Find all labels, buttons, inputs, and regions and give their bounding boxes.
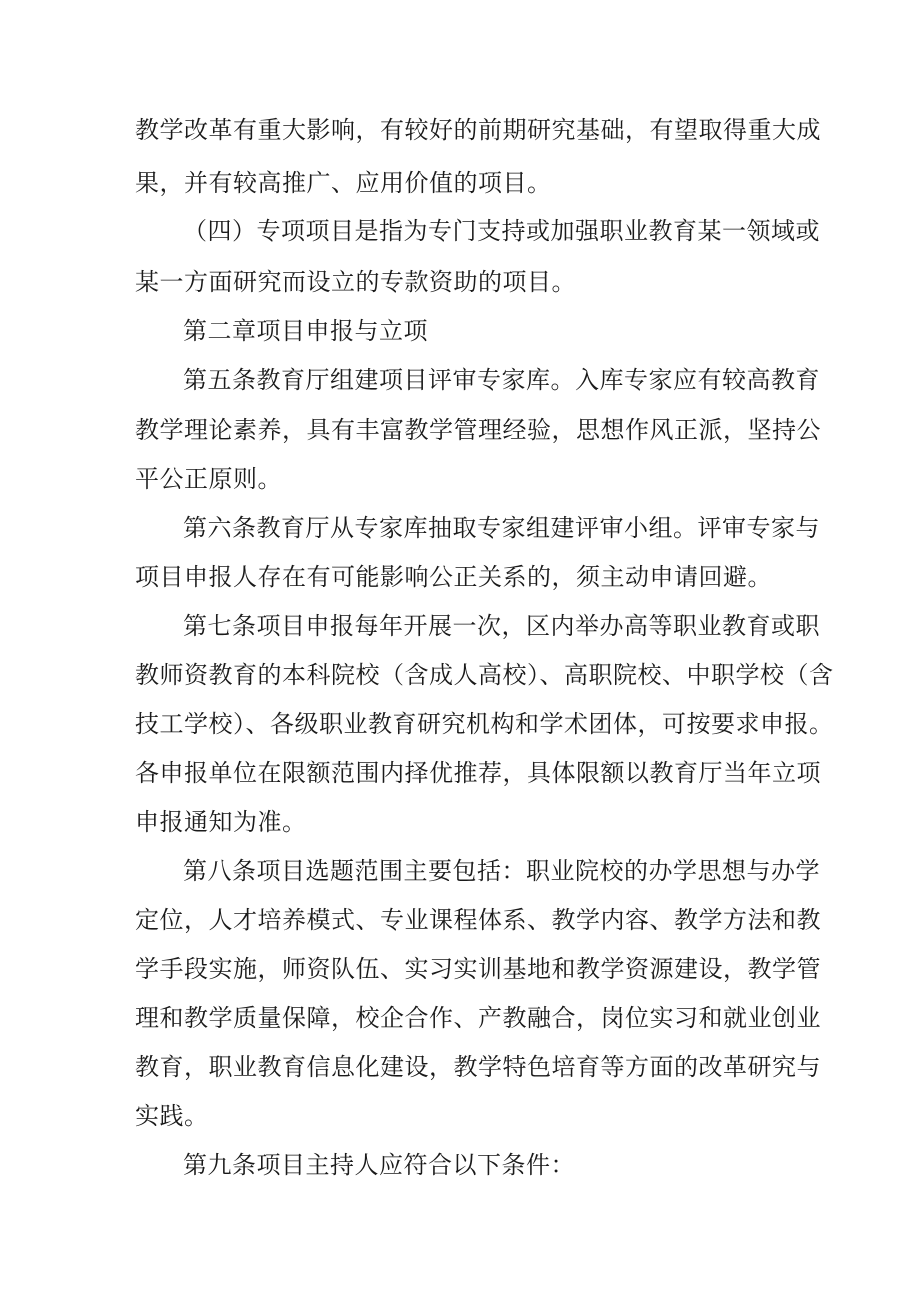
text-line: （四）专项项目是指为专门支持或加强职业教育某一领域或 (183, 217, 820, 245)
text-line: 第七条项目申报每年开展一次，区内举办高等职业教育或职 (183, 612, 820, 640)
text-line: 教学改革有重大影响，有较好的前期研究基础，有望取得重大成 (135, 116, 821, 144)
text-line: 果，并有较高推广、应用价值的项目。 (135, 169, 552, 197)
text-line: 定位，人才培养模式、专业课程体系、教学内容、教学方法和教 (135, 906, 821, 934)
text-line: 第五条教育厅组建项目评审专家库。入库专家应有较高教育 (183, 366, 820, 394)
text-line: 技工学校）、各级职业教育研究机构和学术团体，可按要求申报。 (135, 710, 834, 738)
text-line: 平公正原则。 (135, 465, 282, 493)
chapter-heading: 第二章项目申报与立项 (183, 317, 428, 345)
text-line: 教师资教育的本科院校（含成人高校）、高职院校、中职学校（含 (135, 661, 834, 689)
text-line: 实践。 (135, 1102, 209, 1130)
text-line: 学手段实施，师资队伍、实习实训基地和教学资源建设，教学管 (135, 955, 821, 983)
text-line: 理和教学质量保障，校企合作、产教融合，岗位实习和就业创业 (135, 1004, 821, 1032)
text-line: 第九条项目主持人应符合以下条件： (183, 1151, 575, 1179)
text-line: 第八条项目选题范围主要包括：职业院校的办学思想与办学 (183, 857, 820, 885)
text-line: 申报通知为准。 (135, 808, 307, 836)
text-line: 各申报单位在限额范围内择优推荐，具体限额以教育厅当年立项 (135, 759, 821, 787)
text-line: 某一方面研究而设立的专款资助的项目。 (135, 268, 576, 296)
text-line: 第六条教育厅从专家库抽取专家组建评审小组。评审专家与 (183, 514, 820, 542)
text-line: 教育，职业教育信息化建设，教学特色培育等方面的改革研究与 (135, 1053, 821, 1081)
text-line: 项目申报人存在有可能影响公正关系的，须主动申请回避。 (135, 563, 772, 591)
text-line: 教学理论素养，具有丰富教学管理经验，思想作风正派，坚持公 (135, 416, 821, 444)
